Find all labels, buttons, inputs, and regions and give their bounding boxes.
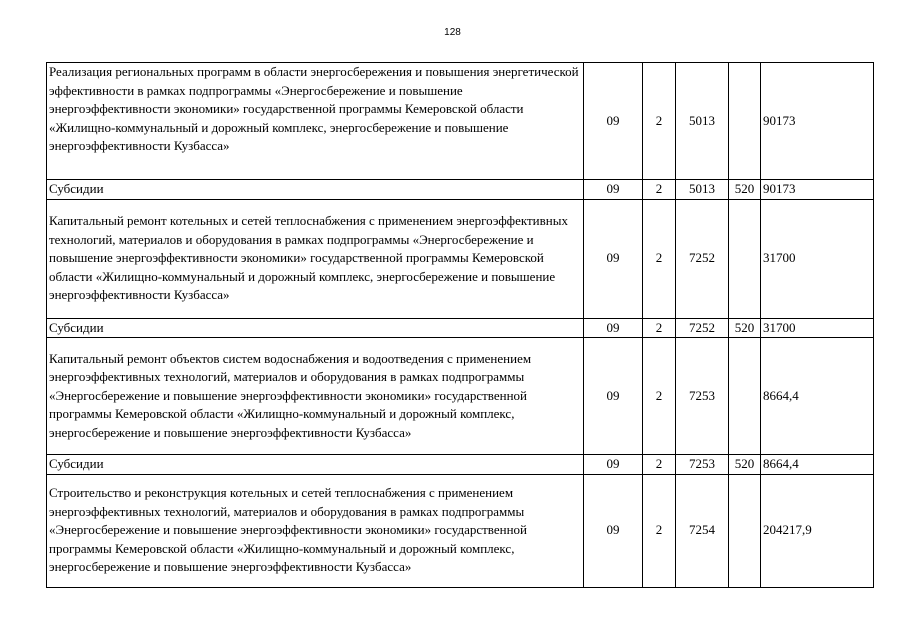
table-row — [47, 63, 874, 180]
subsection-cell: 2 — [643, 318, 676, 338]
amount-cell: 8664,4 — [761, 338, 874, 455]
amount-cell: 90173 — [761, 180, 874, 200]
section-cell: 09 — [584, 318, 643, 338]
expense-type-cell — [729, 199, 761, 318]
table-row — [47, 318, 874, 338]
section-cell: 09 — [584, 455, 643, 475]
section-cell: 09 — [584, 474, 643, 587]
table-row — [47, 199, 874, 318]
expense-type-cell — [729, 474, 761, 587]
section-cell: 09 — [584, 199, 643, 318]
expense-type-cell — [729, 63, 761, 180]
subsection-cell: 2 — [643, 474, 676, 587]
item-name-cell: Реализация региональных программ в области энергосбережения и повышения энергетической эффективности в рамках подпрограммы «Энергосбережение и повышение энергоэффективности экономики» государственной программы Кемеровской области «Жилищно-коммунальный и дорожный комплекс, энергосбережение и повышение энергоэффективности Кузбасса» — [47, 63, 584, 180]
subsection-cell: 2 — [643, 455, 676, 475]
subsection-cell: 2 — [643, 338, 676, 455]
expense-type-cell: 520 — [729, 180, 761, 200]
item-name-cell: Строительство и реконструкция котельных и сетей теплоснабжения с применением энергоэффективных технологий, материалов и оборудования в рамках подпрограммы «Энергосбережение и повышение энергоэффективности экономики» государственной программы Кемеровской области «Жилищно-коммунальный и дорожный комплекс, энергосбережение и повышение энергоэффективности Кузбасса» — [47, 474, 584, 587]
table-row — [47, 180, 874, 200]
subsection-cell: 2 — [643, 63, 676, 180]
budget-table — [46, 62, 874, 588]
expense-type-cell: 520 — [729, 455, 761, 475]
table-row — [47, 474, 874, 587]
section-cell: 09 — [584, 63, 643, 180]
target-item-cell: 5013 — [676, 180, 729, 200]
amount-cell: 31700 — [761, 199, 874, 318]
section-cell: 09 — [584, 180, 643, 200]
table-row — [47, 338, 874, 455]
item-name-cell: Субсидии — [47, 318, 584, 338]
amount-cell: 8664,4 — [761, 455, 874, 475]
item-name-cell: Субсидии — [47, 180, 584, 200]
item-name-cell: Капитальный ремонт котельных и сетей теплоснабжения с применением энергоэффективных технологий, материалов и оборудования в рамках подпрограммы «Энергосбережение и повышение энергоэффективности экономики» государственной программы Кемеровской области «Жилищно-коммунальный и дорожный комплекс, энергосбережение и повышение энергоэффективности Кузбасса» — [47, 199, 584, 318]
page-number: 128 — [444, 27, 461, 38]
amount-cell: 31700 — [761, 318, 874, 338]
amount-cell: 90173 — [761, 63, 874, 180]
subsection-cell: 2 — [643, 199, 676, 318]
target-item-cell: 7252 — [676, 199, 729, 318]
subsection-cell: 2 — [643, 180, 676, 200]
table-row — [47, 455, 874, 475]
target-item-cell: 7252 — [676, 318, 729, 338]
expense-type-cell — [729, 338, 761, 455]
item-name-cell: Субсидии — [47, 455, 584, 475]
expense-type-cell: 520 — [729, 318, 761, 338]
target-item-cell: 7254 — [676, 474, 729, 587]
target-item-cell: 7253 — [676, 455, 729, 475]
item-name-cell: Капитальный ремонт объектов систем водоснабжения и водоотведения с применением энергоэффективных технологий, материалов и оборудования в рамках подпрограммы «Энергосбережение и повышение энергоэффективности экономики» государственной программы Кемеровской области «Жилищно-коммунальный и дорожный комплекс, энергосбережение и повышение энергоэффективности Кузбасса» — [47, 338, 584, 455]
section-cell: 09 — [584, 338, 643, 455]
target-item-cell: 5013 — [676, 63, 729, 180]
amount-cell: 204217,9 — [761, 474, 874, 587]
target-item-cell: 7253 — [676, 338, 729, 455]
